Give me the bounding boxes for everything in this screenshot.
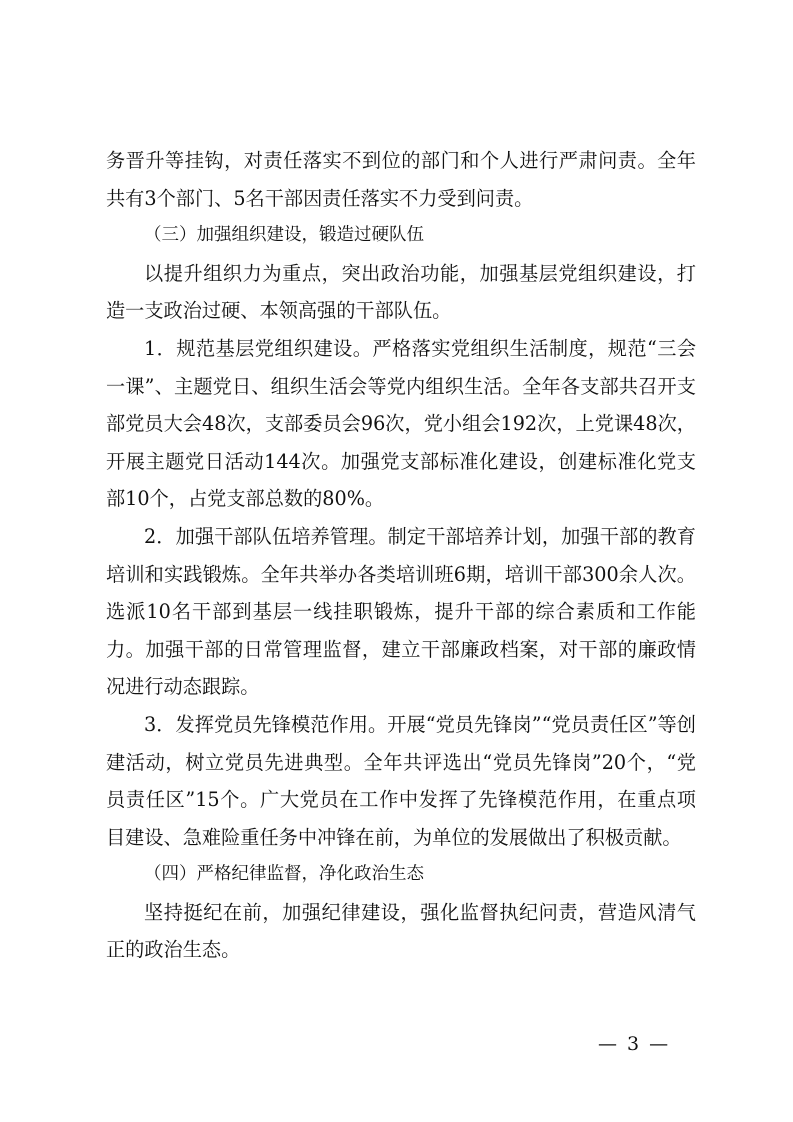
paragraph-item-3: 3．发挥党员先锋模范作用。开展“党员先锋岗”“党员责任区”等创建活动，树立党员先进典型。全年共评选出“党员先锋岗”20个，“党员责任区”15个。广大党员在工作中发挥了先锋模范作用，在重点项目建设、急难险重任务中冲锋在前，为单位的发展做出了积极贡献。 bbox=[106, 712, 696, 849]
paragraph-intro-3: 以提升组织力为重点，突出政治功能，加强基层党组织建设，打造一支政治过硬、本领高强的干部队伍。 bbox=[106, 261, 696, 323]
paragraph-item-1: 1．规范基层党组织建设。严格落实党组织生活制度，规范“三会一课”、主题党日、组织生活会等党内组织生活。全年各支部共召开支部党员大会48次，支部委员会96次，党小组会192次，上党课48次，开展主题党日活动144次。加强党支部标准化建设，创建标准化党支部10个，占党支部总数的80%。 bbox=[106, 336, 696, 511]
page-number: — 3 — bbox=[598, 1033, 671, 1055]
paragraph-continuation: 务晋升等挂钩，对责任落实不到位的部门和个人进行严肃问责。全年共有3个部门、5名干部因责任落实不力受到问责。 bbox=[106, 149, 696, 210]
section-heading-3: （三）加强组织建设，锻造过硬队伍 bbox=[144, 225, 424, 246]
document-body bbox=[106, 142, 696, 969]
section-heading-4: （四）严格纪律监督，净化政治生态 bbox=[144, 864, 424, 885]
paragraph-item-2: 2．加强干部队伍培养管理。制定干部培养计划，加强干部的教育培训和实践锻炼。全年共举办各类培训班6期，培训干部300余人次。选派10名干部到基层一线挂职锻炼，提升干部的综合素质和工作能力。加强干部的日常管理监督，建立干部廉政档案，对干部的廉政情况进行动态跟踪。 bbox=[106, 524, 696, 699]
paragraph-intro-4: 坚持挺纪在前，加强纪律建设，强化监督执纪问责，营造风清气正的政治生态。 bbox=[106, 900, 696, 962]
